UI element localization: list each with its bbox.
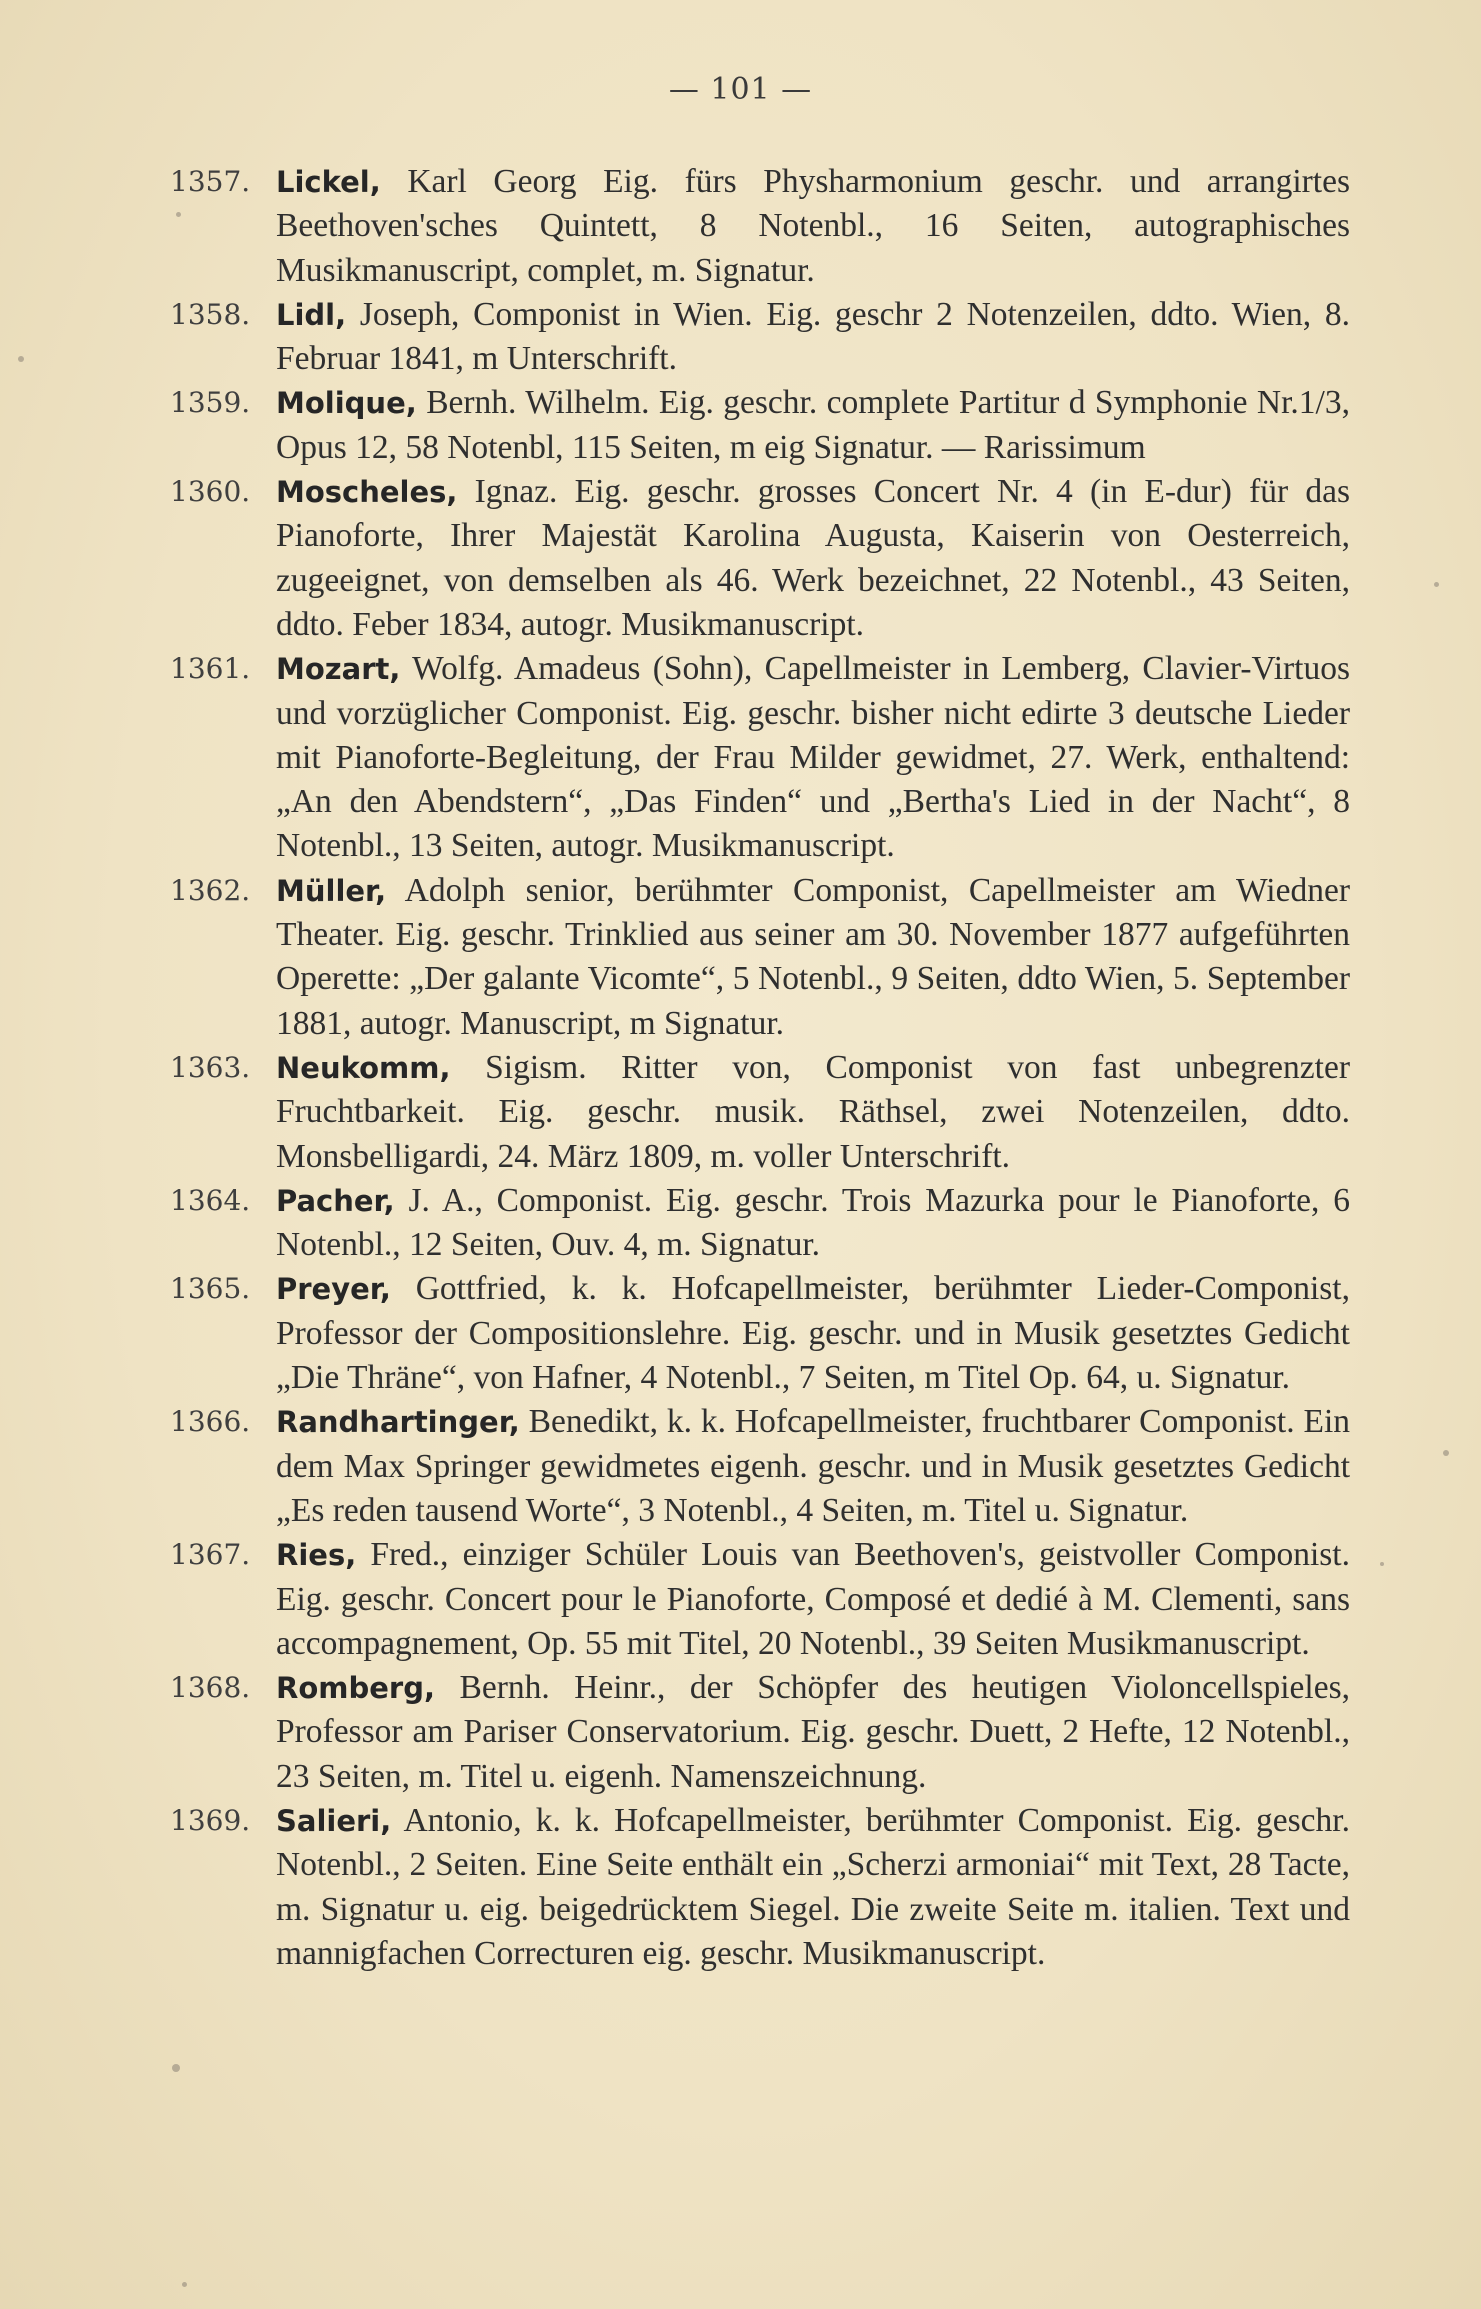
composer-name: Lidl,: [276, 297, 347, 332]
entry-description: Adolph senior, berühmter Componist, Capellmeister am Wiedner Theater. Eig. geschr. Trinklied aus seiner am 30. November 1877 aufgeführten Operette: „Der galante Vicomte“, 5 Notenbl., 9 Seiten, ddto Wien, 5. September 1881, autogr. Manuscript, m Signatur.: [276, 871, 1350, 1042]
entry-description: Benedikt, k. k. Hofcapellmeister, fruchtbarer Componist. Ein dem Max Springer gewidmetes eigenh. geschr. und in Musik gesetztes Gedicht „Es reden tausend Worte“, 3 Notenbl., 4 Seiten, m. Titel u. Signatur.: [276, 1403, 1350, 1529]
list-item: [170, 1046, 1350, 1179]
entry-description: Joseph, Componist in Wien. Eig. geschr 2 Notenzeilen, ddto. Wien, 8. Februar 1841, m Unterschrift.: [276, 295, 1350, 378]
composer-name: Pacher,: [276, 1183, 395, 1218]
page-number: — 101 —: [668, 72, 813, 107]
list-item: [170, 1400, 1350, 1533]
entry-text: [276, 869, 1350, 1046]
paper-speck: [1434, 582, 1439, 587]
composer-name: Ries,: [276, 1538, 357, 1573]
composer-name: Müller,: [276, 873, 387, 908]
composer-name: Moscheles,: [276, 475, 458, 510]
entry-description: J. A., Componist. Eig. geschr. Trois Mazurka pour le Pianoforte, 6 Notenbl., 12 Seiten, Ouv. 4, m. Signatur.: [276, 1181, 1350, 1264]
composer-name: Mozart,: [276, 652, 401, 687]
entry-text: [276, 381, 1350, 470]
entry-number: 1362.: [170, 873, 251, 907]
entry-description: Fred., einziger Schüler Louis van Beethoven's, geistvoller Componist. Eig. geschr. Concert pour le Pianoforte, Composé et dedié à M. Clementi, sans accompagnement, Op. 55 mit Titel, 20 Notenbl., 39 Seiten Musikmanuscript.: [276, 1536, 1350, 1662]
entry-number: 1367.: [170, 1538, 251, 1572]
list-item: [170, 1533, 1350, 1666]
entry-text: [276, 470, 1350, 647]
entry-number: 1365.: [170, 1272, 251, 1306]
entry-text: [276, 1179, 1350, 1268]
paper-speck: [176, 212, 181, 217]
entry-description: Antonio, k. k. Hofcapellmeister, berühmter Componist. Eig. geschr. Notenbl., 2 Seiten. Eine Seite enthält ein „Scherzi armoniai“ mit Text, 28 Tacte, m. Signatur u. eig. beigedrücktem Siegel. Die zweite Seite m. italien. Text und mannigfachen Correcturen eig. geschr. Musikmanuscript.: [276, 1801, 1350, 1972]
entry-number: 1366.: [170, 1405, 251, 1439]
paper-speck: [1443, 1450, 1449, 1456]
entry-description: Bernh. Wilhelm. Eig. geschr. complete Partitur d Symphonie Nr.1/3, Opus 12, 58 Notenbl, 115 Seiten, m eig Signatur. — Rarissimum: [276, 384, 1350, 466]
entry-number: 1364.: [170, 1183, 251, 1217]
entry-text: [276, 160, 1350, 293]
entry-number: 1369.: [170, 1803, 251, 1837]
composer-name: Neukomm,: [276, 1050, 451, 1085]
list-item: [170, 1267, 1350, 1400]
list-item: [170, 293, 1350, 382]
entry-text: [276, 1046, 1350, 1179]
entry-text: [276, 1533, 1350, 1666]
entry-number: 1363.: [170, 1050, 251, 1084]
list-item: [170, 1799, 1350, 1976]
paper-speck: [18, 356, 24, 362]
entry-text: [276, 1400, 1350, 1533]
entry-list: [170, 160, 1350, 1976]
composer-name: Preyer,: [276, 1272, 391, 1307]
list-item: [170, 1666, 1350, 1799]
paper-speck: [182, 2282, 187, 2287]
composer-name: Lickel,: [276, 165, 381, 199]
entry-number: 1361.: [170, 652, 251, 686]
composer-name: Randhartinger,: [276, 1405, 520, 1440]
entry-text: [276, 647, 1350, 868]
entry-description: Karl Georg Eig. fürs Physharmonium geschr. und arrangirtes Beethoven'sches Quintett, 8 Notenbl., 16 Seiten, autographisches Musikmanuscript, complet, m. Signatur.: [276, 163, 1350, 289]
list-item: [170, 647, 1350, 868]
composer-name: Romberg,: [276, 1671, 435, 1706]
entry-text: [276, 1799, 1350, 1976]
paper-speck: [172, 2064, 180, 2072]
composer-name: Salieri,: [276, 1803, 392, 1838]
list-item: [170, 470, 1350, 647]
composer-name: Molique,: [276, 386, 417, 421]
entry-number: 1358.: [170, 297, 251, 331]
entry-description: Wolfg. Amadeus (Sohn), Capellmeister in Lemberg, Clavier-Virtuos und vorzüglicher Componist. Eig. geschr. bisher nicht edirte 3 deutsche Lieder mit Pianoforte-Begleitung, der Frau Milder gewidmet, 27. Werk, enthaltend: „An den Abendstern“, „Das Finden“ und „Bertha's Lied in der Nacht“, 8 Notenbl., 13 Seiten, autogr. Musikmanuscript.: [276, 650, 1350, 865]
entry-number: 1359.: [170, 386, 251, 420]
entry-text: [276, 293, 1350, 382]
entry-text: [276, 1666, 1350, 1799]
entry-number: 1360.: [170, 475, 251, 509]
entry-description: Gottfried, k. k. Hofcapellmeister, berühmter Lieder-Componist, Professor der Compositionslehre. Eig. geschr. und in Musik gesetztes Gedicht „Die Thräne“, von Hafner, 4 Notenbl., 7 Seiten, m Titel Op. 64, u. Signatur.: [276, 1270, 1350, 1397]
entry-number: 1368.: [170, 1671, 251, 1705]
entry-description: Sigism. Ritter von, Componist von fast unbegrenzter Fruchtbarkeit. Eig. geschr. musik. Räthsel, zwei Notenzeilen, ddto. Monsbelligardi, 24. März 1809, m. voller Unterschrift.: [276, 1048, 1350, 1175]
entry-number: 1357.: [170, 165, 251, 198]
entry-description: Ignaz. Eig. geschr. grosses Concert Nr. 4 (in E-dur) für das Pianoforte, Ihrer Majestät Karolina Augusta, Kaiserin von Oesterreich, zugeeignet, von demselben als 46. Werk bezeichnet, 22 Notenbl., 43 Seiten, ddto. Feber 1834, autogr. Musikmanuscript.: [276, 473, 1350, 643]
paper-speck: [1380, 1562, 1384, 1566]
list-item: [170, 1179, 1350, 1268]
list-item: [170, 869, 1350, 1046]
entry-text: [276, 1267, 1350, 1400]
entry-description: Bernh. Heinr., der Schöpfer des heutigen Violoncellspieles, Professor am Pariser Conservatorium. Eig. geschr. Duett, 2 Hefte, 12 Notenbl., 23 Seiten, m. Titel u. eigenh. Namenszeichnung.: [276, 1669, 1350, 1795]
list-item: [170, 160, 1350, 293]
list-item: [170, 381, 1350, 470]
